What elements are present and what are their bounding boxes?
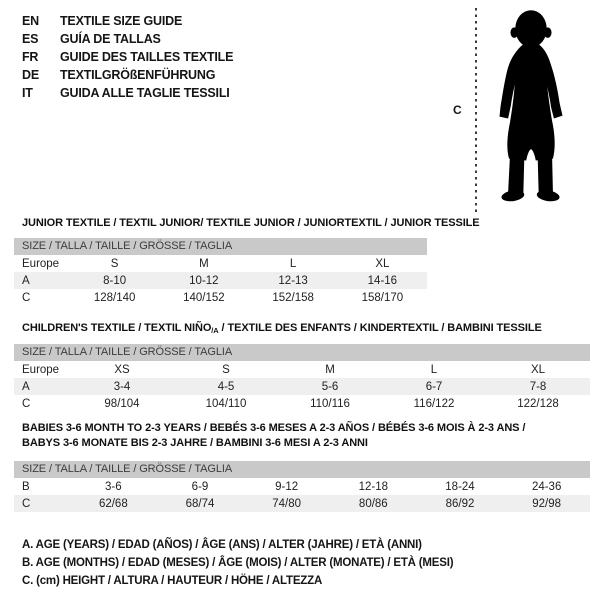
table-cell: 10-12 <box>189 274 219 287</box>
table-cell: 116/122 <box>413 397 455 410</box>
table-cell: 62/68 <box>98 497 128 510</box>
language-title: GUÍA DE TALLAS <box>60 32 161 46</box>
table-cell: 18-24 <box>445 480 475 493</box>
table-row <box>14 478 590 495</box>
row-label: A <box>22 274 30 287</box>
size-bar-label: SIZE / TALLA / TAILLE / GRÖSSE / TAGLIA <box>14 238 427 255</box>
table-cell: 7-8 <box>529 380 547 393</box>
table-cell: 12-18 <box>358 480 389 493</box>
table-cell: 3-4 <box>113 380 131 393</box>
table-cell: 4-5 <box>217 380 235 393</box>
row-label: C <box>22 397 31 410</box>
height-dotted-line <box>475 8 477 212</box>
table-cell: 158/170 <box>361 291 404 304</box>
table-cell: 110/116 <box>310 397 350 410</box>
children-heading-subscript: /A <box>211 326 219 335</box>
size-bar-label: SIZE / TALLA / TAILLE / GRÖSSE / TAGLIA <box>14 461 590 478</box>
children-section-heading <box>22 321 542 338</box>
column-header: M <box>199 257 209 270</box>
babies-heading-line1: BABIES 3-6 MONTH TO 2-3 YEARS / BEBÉS 3-6 MESES A 2-3 AÑOS / BÉBÉS 3-6 MOIS À 2-3 ANS / <box>22 422 526 434</box>
column-header: XL <box>375 257 390 270</box>
footnote-b: B. AGE (MONTHS) / EDAD (MESES) / ÂGE (MOIS) / ALTER (MONATE) / ETÀ (MESI) <box>22 557 454 569</box>
column-header: XS <box>114 363 130 376</box>
table-cell: 152/158 <box>272 291 314 304</box>
babies-section-heading <box>22 421 525 451</box>
language-code: IT <box>22 86 33 100</box>
row-label: C <box>22 291 31 304</box>
table-cell: 74/80 <box>272 497 302 510</box>
babies-heading-line2: BABYS 3-6 MONATE BIS 2-3 JAHRE / BAMBINI 3-6 MESI A 2-3 ANNI <box>22 437 368 449</box>
table-row <box>14 495 590 512</box>
language-code: ES <box>22 32 39 46</box>
footnote-c: C. (cm) HEIGHT / ALTURA / HAUTEUR / HÖHE / ALTEZZA <box>22 575 323 587</box>
table-cell: 14-16 <box>367 274 398 287</box>
junior-section-heading: JUNIOR TEXTILE / TEXTIL JUNIOR/ TEXTILE JUNIOR / JUNIORTEXTIL / JUNIOR TESSILE <box>22 217 480 229</box>
row-label: C <box>22 497 31 510</box>
babies-size-table <box>14 461 590 512</box>
language-row <box>22 12 233 30</box>
children-heading-text: / TEXTILE DES ENFANTS / KINDERTEXTIL / BAMBINI TESSILE <box>218 322 542 334</box>
table-header-row <box>14 361 590 378</box>
language-title-list <box>22 12 233 102</box>
table-cell: 5-6 <box>321 380 339 393</box>
column-header: L <box>430 363 438 376</box>
language-code: FR <box>22 50 39 64</box>
table-cell: 12-13 <box>278 274 308 287</box>
language-row <box>22 66 233 84</box>
column-header: L <box>289 257 297 270</box>
table-cell: 6-9 <box>191 480 209 493</box>
table-cell: 128/140 <box>93 291 136 304</box>
table-cell: 3-6 <box>105 480 122 493</box>
children-size-table <box>14 344 590 412</box>
row-label: A <box>22 380 30 393</box>
children-heading-text: CHILDREN'S TEXTILE / TEXTIL NIÑO <box>22 322 212 334</box>
language-title: GUIDA ALLE TAGLIE TESSILI <box>60 86 230 100</box>
column-header: S <box>222 363 230 376</box>
footnote-a: A. AGE (YEARS) / EDAD (AÑOS) / ÂGE (ANS) / ALTER (JAHRE) / ETÀ (ANNI) <box>22 539 422 551</box>
table-row <box>14 395 590 412</box>
language-row <box>22 30 233 48</box>
row-label: B <box>22 480 30 493</box>
table-cell: 8-10 <box>103 274 127 287</box>
table-cell: 92/98 <box>532 497 562 510</box>
column-header: Europe <box>22 257 60 270</box>
language-title: TEXTILGRÖßENFÜHRUNG <box>60 68 216 82</box>
language-title: TEXTILE SIZE GUIDE <box>60 14 183 28</box>
table-cell: 80/86 <box>358 497 388 510</box>
junior-size-table <box>14 238 427 306</box>
baby-silhouette-icon <box>482 4 580 214</box>
table-cell: 6-7 <box>425 380 443 393</box>
column-header: Europe <box>22 363 60 376</box>
table-cell: 140/152 <box>183 291 225 304</box>
table-row <box>14 378 590 395</box>
height-measure-label: C <box>453 103 462 117</box>
column-header: M <box>325 363 335 376</box>
language-code: DE <box>22 68 39 82</box>
size-bar-label: SIZE / TALLA / TAILLE / GRÖSSE / TAGLIA <box>14 344 590 361</box>
language-title: GUIDE DES TAILLES TEXTILE <box>60 50 234 64</box>
column-header: XL <box>530 363 546 376</box>
table-row <box>14 272 427 289</box>
language-row <box>22 84 233 102</box>
language-code: EN <box>22 14 39 28</box>
table-cell: 98/104 <box>104 397 140 410</box>
table-cell: 9-12 <box>275 480 299 493</box>
table-cell: 24-36 <box>531 480 562 493</box>
language-row <box>22 48 233 66</box>
footnotes <box>22 536 453 590</box>
table-cell: 86/92 <box>445 497 475 510</box>
table-cell: 104/110 <box>205 397 247 410</box>
table-cell: 122/128 <box>517 397 559 410</box>
column-header: S <box>110 257 119 270</box>
table-row <box>14 289 427 306</box>
table-header-row <box>14 255 427 272</box>
table-cell: 68/74 <box>185 497 215 510</box>
